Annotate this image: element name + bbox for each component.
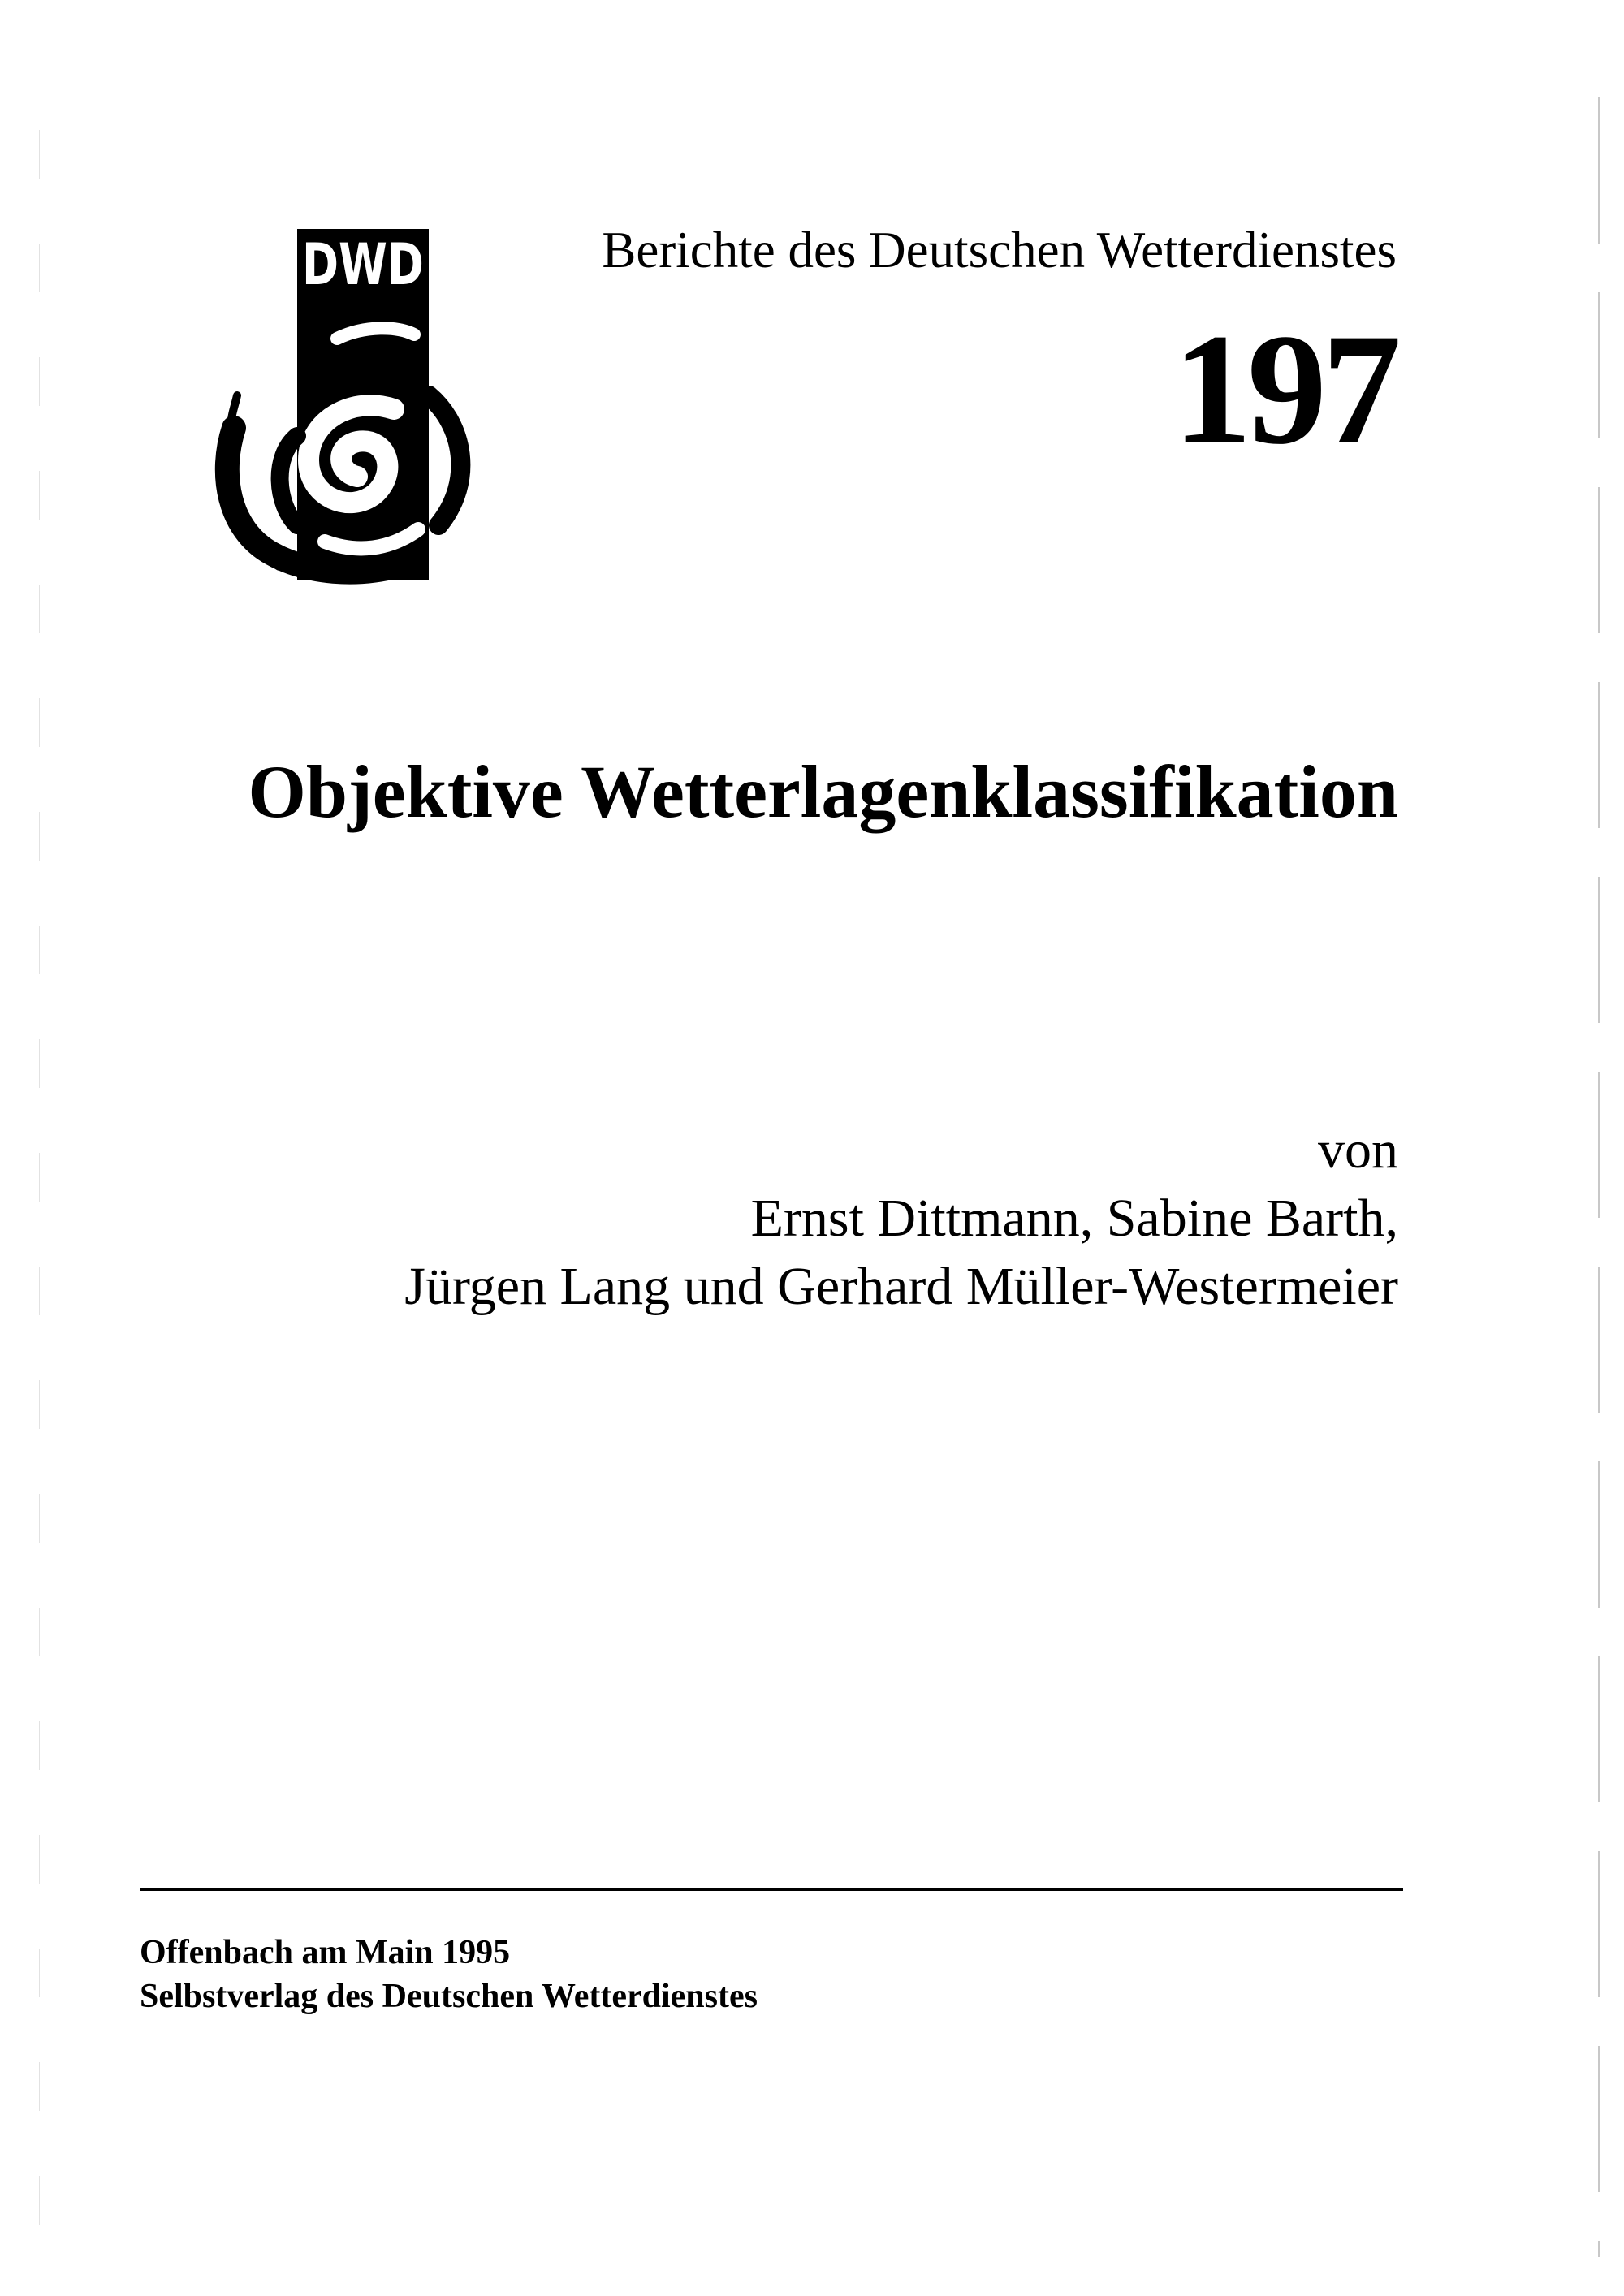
authors-line-2: Jürgen Lang und Gerhard Müller-Westermeier [404,1257,1398,1316]
scan-edge-right [1598,97,1600,2257]
scan-edge-left [39,130,40,2241]
publisher: Selbstverlag des Deutschen Wetterdienstes [140,1978,758,2015]
series-number: 197 [1173,301,1397,477]
place-year: Offenbach am Main 1995 [140,1934,511,1971]
authors-block [244,1116,1398,1321]
publication-info [140,1931,1195,2018]
series-title: Berichte des Deutschen Wetterdienstes [602,222,1397,278]
document-title: Objektive Wetterlagenklassifikation [248,750,1398,833]
footer-divider [140,1888,1403,1891]
logo-text: DWD [302,231,424,298]
by-label: von [1318,1120,1398,1180]
dwd-spiral-logo-icon [195,229,487,586]
authors-line-1: Ernst Dittmann, Sabine Barth, [750,1189,1398,1248]
